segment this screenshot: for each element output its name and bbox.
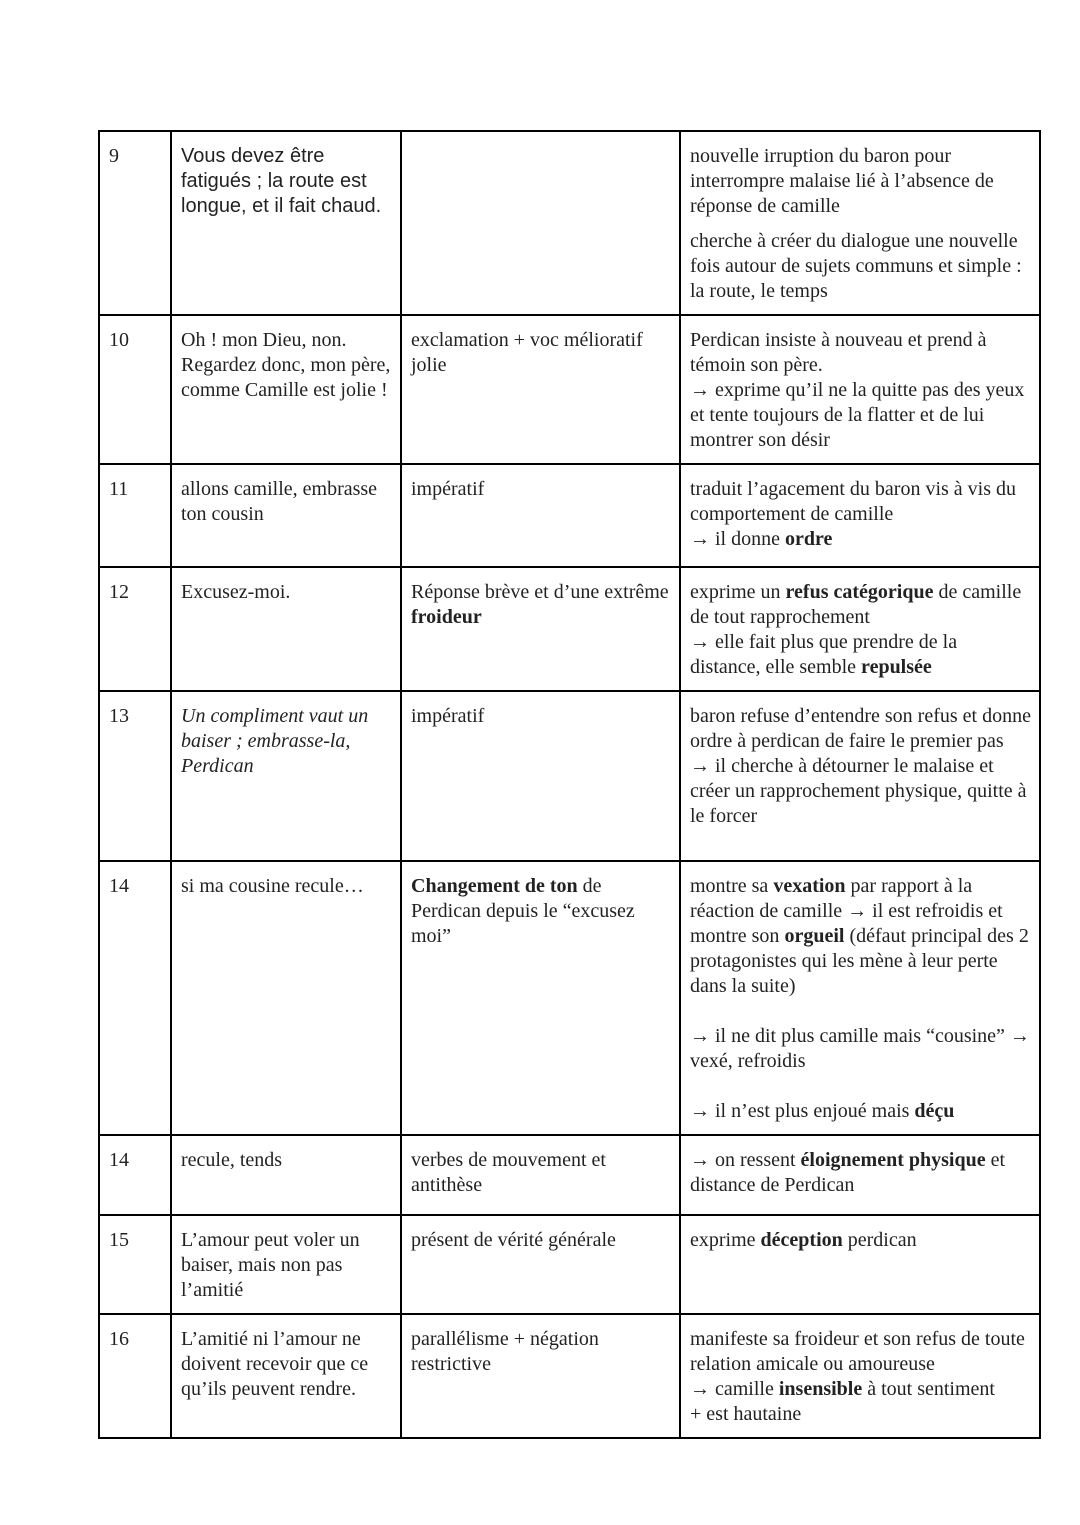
quote-cell: Oh ! mon Dieu, non. Regardez donc, mon père, comme Camille est jolie ! <box>171 315 401 464</box>
table-row <box>99 1215 1040 1314</box>
device-cell <box>401 131 680 315</box>
analysis-cell: manifeste sa froideur et son refus de toute relation amicale ou amoureuse → camille insensible à tout sentiment + est hautaine <box>680 1314 1040 1438</box>
line-number: 15 <box>99 1215 171 1314</box>
line-number: 12 <box>99 567 171 691</box>
quote-cell: allons camille, embrasse ton cousin <box>171 464 401 567</box>
line-number: 11 <box>99 464 171 567</box>
device-cell: exclamation + voc mélioratif jolie <box>401 315 680 464</box>
analysis-cell: Perdican insiste à nouveau et prend à témoin son père. → exprime qu’il ne la quitte pas des yeux et tente toujours de la flatter et de lui montrer son désir <box>680 315 1040 464</box>
line-number: 16 <box>99 1314 171 1438</box>
analysis-table <box>98 130 1041 1439</box>
device-cell: impératif <box>401 691 680 861</box>
line-number: 14 <box>99 861 171 1135</box>
table-row <box>99 1135 1040 1215</box>
quote-cell: Vous devez être fatigués ; la route est longue, et il fait chaud. <box>171 131 401 315</box>
quote-cell: Excusez-moi. <box>171 567 401 691</box>
quote-cell: si ma cousine recule… <box>171 861 401 1135</box>
table-row <box>99 691 1040 861</box>
quote-cell: L’amour peut voler un baiser, mais non pas l’amitié <box>171 1215 401 1314</box>
analysis-cell: nouvelle irruption du baron pour interrompre malaise lié à l’absence de réponse de camille cherche à créer du dialogue une nouvelle fois autour de sujets communs et simple : la route, le temps <box>680 131 1040 315</box>
device-cell: impératif <box>401 464 680 567</box>
analysis-cell: traduit l’agacement du baron vis à vis du comportement de camille → il donne ordre <box>680 464 1040 567</box>
line-number: 13 <box>99 691 171 861</box>
device-cell: Réponse brève et d’une extrême froideur <box>401 567 680 691</box>
table-row <box>99 1314 1040 1438</box>
quote-cell: Un compliment vaut un baiser ; embrasse-la, Perdican <box>171 691 401 861</box>
analysis-cell: montre sa vexation par rapport à la réaction de camille → il est refroidis et montre son orgueil (défaut principal des 2 protagonistes qui les mène à leur perte dans la suite) → il ne dit plus camille mais “cousine” → vexé, refroidis → il n’est plus enjoué mais déçu <box>680 861 1040 1135</box>
analysis-cell: exprime déception perdican <box>680 1215 1040 1314</box>
line-number: 10 <box>99 315 171 464</box>
device-cell: Changement de ton de Perdican depuis le “excusez moi” <box>401 861 680 1135</box>
quote-cell: L’amitié ni l’amour ne doivent recevoir que ce qu’ils peuvent rendre. <box>171 1314 401 1438</box>
table-row <box>99 567 1040 691</box>
table-row <box>99 131 1040 315</box>
table-row <box>99 861 1040 1135</box>
analysis-cell: → on ressent éloignement physique et distance de Perdican <box>680 1135 1040 1215</box>
device-cell: parallélisme + négation restrictive <box>401 1314 680 1438</box>
quote-cell: recule, tends <box>171 1135 401 1215</box>
device-cell: verbes de mouvement et antithèse <box>401 1135 680 1215</box>
line-number: 14 <box>99 1135 171 1215</box>
device-cell: présent de vérité générale <box>401 1215 680 1314</box>
table-row <box>99 464 1040 567</box>
analysis-cell: baron refuse d’entendre son refus et donne ordre à perdican de faire le premier pas → il cherche à détourner le malaise et créer un rapprochement physique, quitte à le forcer <box>680 691 1040 861</box>
table-row <box>99 315 1040 464</box>
analysis-cell: exprime un refus catégorique de camille de tout rapprochement → elle fait plus que prendre de la distance, elle semble repulsée <box>680 567 1040 691</box>
line-number: 9 <box>99 131 171 315</box>
